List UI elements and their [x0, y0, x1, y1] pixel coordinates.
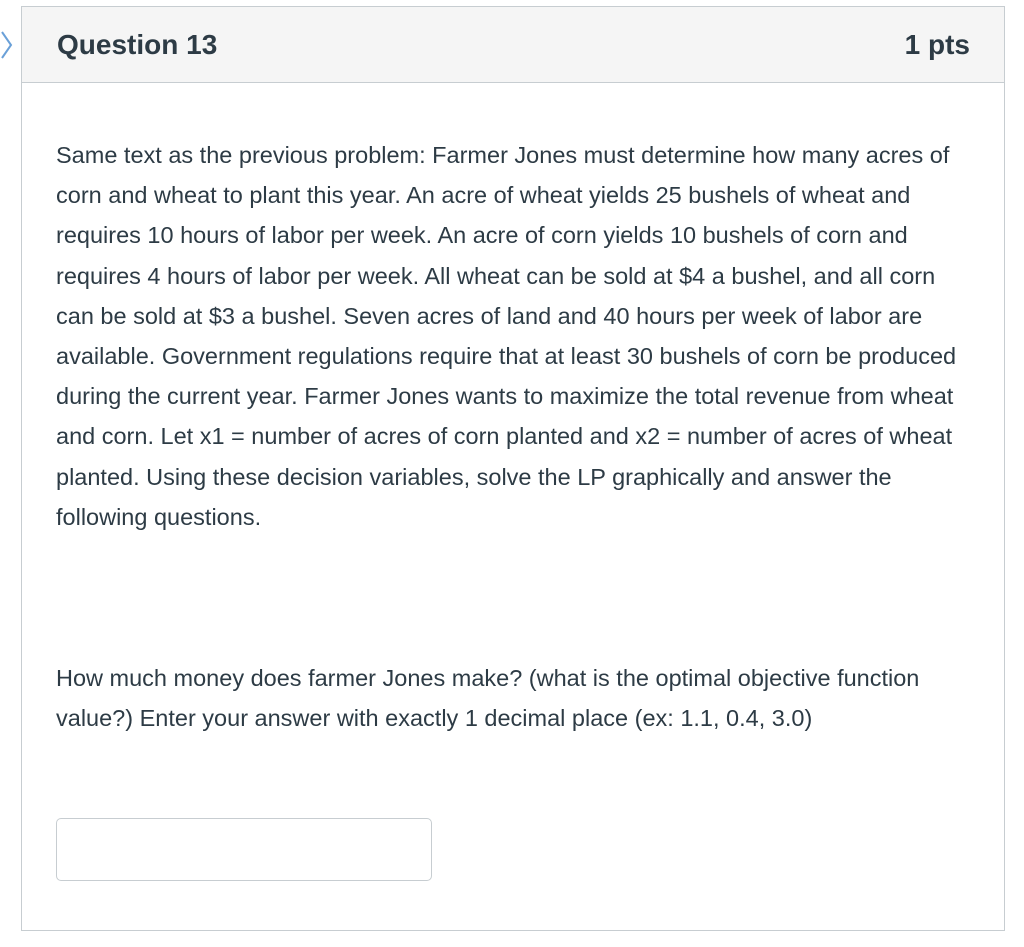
question-prompt: How much money does farmer Jones make? (what is the optimal objective function value?) Enter your answer with exactly 1 decimal place (ex: 1.1, 0.4, 3.0) — [56, 665, 920, 732]
answer-input[interactable] — [56, 818, 432, 881]
question-points: 1 pts — [904, 29, 970, 60]
question-body — [56, 135, 974, 732]
question-header — [22, 7, 1004, 83]
chevron-right-icon[interactable] — [0, 30, 14, 60]
question-title: Question 13 — [57, 29, 218, 60]
question-text: Same text as the previous problem: Farmer Jones must determine how many acres of corn and wheat to plant this year. An acre of wheat yields 25 bushels of wheat and requires 10 hours of labor per week. An acre of corn yields 10 bushels of corn and requires 4 hours of labor per week. All wheat can be sold at $4 a bushel, and all corn can be sold at $3 a bushel. Seven acres of land and 40 hours per week of labor are available. Government regulations require that at least 30 bushels of corn be produced during the current year. Farmer Jones wants to maximize the total revenue from wheat and corn. Let x1 = number of acres of corn planted and x2 = number of acres of wheat planted. Using these decision variables, solve the LP graphically and answer the following questions. — [56, 142, 957, 530]
question-card — [21, 6, 1005, 931]
